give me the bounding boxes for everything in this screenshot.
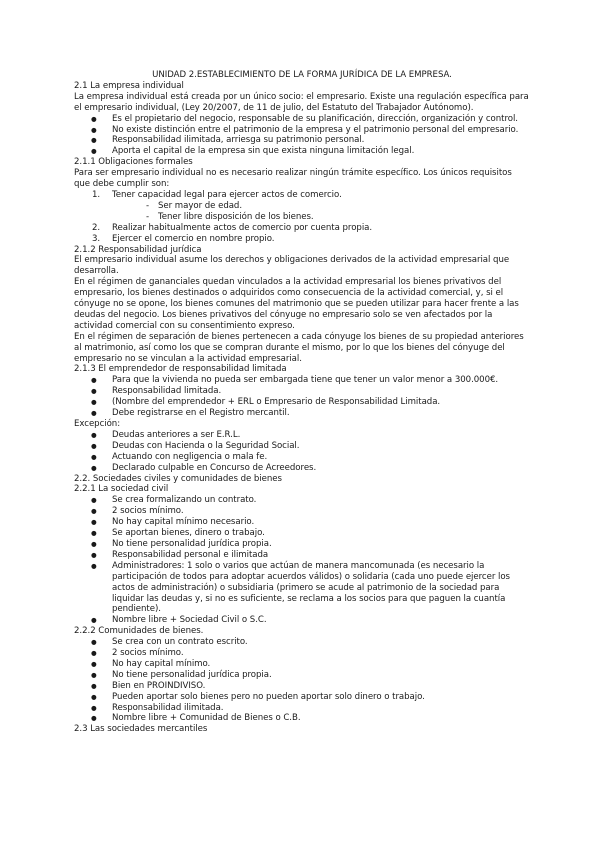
list-item: ● Para que la vivienda no pueda ser embargada tiene que tener un valor menor a 300.000€. xyxy=(74,375,530,386)
section-heading-2-1-1: 2.1.1 Obligaciones formales xyxy=(74,157,193,168)
bullet-list xyxy=(74,637,530,724)
list-item: ● Nombre libre + Sociedad Civil o S.C. xyxy=(74,615,530,626)
sub-list-item: - Tener libre disposición de los bienes. xyxy=(74,212,530,223)
list-item: ● No tiene personalidad jurídica propia. xyxy=(74,670,530,681)
list-item: ● 2 socios mínimo. xyxy=(74,506,530,517)
paragraph: Para ser empresario individual no es necesario realizar ningún trámite específico. Los únicos requisitos que debe cumplir son: xyxy=(74,168,512,190)
list-number: 2. xyxy=(92,222,101,233)
bullet-list xyxy=(74,430,530,474)
list-item: ● Administradores: 1 solo o varios que actúan de manera mancomunada (es necesario la participación de todos para adoptar acuerdos válidos) o solidaria (cada uno puede ejercer los actos de administración) o subsidiaria (primero se acude al patrimonio de la sociedad para liquidar las deudas y, si no es suficiente, se reclama a los socios para que paguen la cuantía pendiente). xyxy=(74,561,530,616)
paragraph: En el régimen de separación de bienes pertenecen a cada cónyuge los bienes de su propiedad anteriores al matrimonio, así como los que se compran durante el mismo, por lo que los bienes del cónyuge del empresario no se vinculan a la actividad empresarial. xyxy=(74,331,524,364)
list-item: ● Responsabilidad limitada. xyxy=(74,386,530,397)
bullet-list xyxy=(74,114,530,158)
section-heading-2-2: 2.2. Sociedades civiles y comunidades de bienes xyxy=(74,473,282,484)
paragraph: El empresario individual asume los derechos y obligaciones derivados de la actividad empresarial que desarrolla. xyxy=(74,255,510,277)
list-number: 3. xyxy=(92,233,101,244)
list-item: ● Bien en PROINDIVISO. xyxy=(74,681,530,692)
list-item: ● Deudas con Hacienda o la Seguridad Social. xyxy=(74,441,530,452)
document-title: UNIDAD 2.ESTABLECIMIENTO DE LA FORMA JURÍDICA DE LA EMPRESA. xyxy=(152,70,452,80)
list-item: ● 2 socios mínimo. xyxy=(74,648,530,659)
list-item-text: Tener capacidad legal para ejercer actos de comercio. xyxy=(112,189,342,200)
list-item: ● Se crea formalizando un contrato. xyxy=(74,495,530,506)
section-heading-2-1-3: 2.1.3 El emprendedor de responsabilidad limitada xyxy=(74,364,287,375)
section-heading-2-1: 2.1 La empresa individual xyxy=(74,80,184,91)
section-heading-2-2-1: 2.2.1 La sociedad civil xyxy=(74,484,169,495)
list-item xyxy=(74,190,530,201)
paragraph: En el régimen de gananciales quedan vinculados a la actividad empresarial los bienes privativos del empresario, los bienes destinados o adquiridos como consecuencia de la actividad comercial, y, si el cónyuge no se opone, los bienes comunes del matrimonio que se pueden utilizar para hacer frente a las deudas del negocio. Los bienes privativos del cónyuge no empresario solo se ven afectados por la actividad comercial con su consentimiento expreso. xyxy=(74,277,519,331)
list-item: ● (Nombre del emprendedor + ERL o Empresario de Responsabilidad Limitada. xyxy=(74,397,530,408)
bullet-list xyxy=(74,495,530,626)
exception-label: Excepción: xyxy=(74,419,121,429)
list-item: ● No tiene personalidad jurídica propia. xyxy=(74,539,530,550)
section-heading-2-1-2: 2.1.2 Responsabilidad jurídica xyxy=(74,244,202,255)
list-item-text: Ejercer el comercio en nombre propio. xyxy=(112,233,275,244)
list-item: ● Deudas anteriores a ser E.R.L. xyxy=(74,430,530,441)
list-item: ● No hay capital mínimo necesario. xyxy=(74,517,530,528)
section-heading-2-2-2: 2.2.2 Comunidades de bienes. xyxy=(74,626,204,637)
list-item: ● Debe registrarse en el Registro mercantil. xyxy=(74,408,530,419)
sub-list-item: - Ser mayor de edad. xyxy=(74,201,530,212)
list-item: ● Se aportan bienes, dinero o trabajo. xyxy=(74,528,530,539)
list-item: ● Es el propietario del negocio, responsable de su planificación, dirección, organización y control. xyxy=(74,114,530,125)
list-item xyxy=(74,234,530,245)
list-item: ● Pueden aportar solo bienes pero no pueden aportar solo dinero o trabajo. xyxy=(74,692,530,703)
list-item: ● Se crea con un contrato escrito. xyxy=(74,637,530,648)
list-item-text: Realizar habitualmente actos de comercio por cuenta propia. xyxy=(112,222,373,233)
list-item: ● Responsabilidad ilimitada. xyxy=(74,703,530,714)
section-heading-2-3: 2.3 Las sociedades mercantiles xyxy=(74,724,208,735)
list-item: ● Declarado culpable en Concurso de Acreedores. xyxy=(74,463,530,474)
list-item: ● No hay capital mínimo. xyxy=(74,659,530,670)
list-item: ● No existe distinción entre el patrimonio de la empresa y el patrimonio personal del empresario. xyxy=(74,125,530,136)
paragraph: La empresa individual está creada por un único socio: el empresario. Existe una regulación específica para el empresario individual, (Ley 20/2007, de 11 de julio, del Estatuto del Trabajador Autónomo). xyxy=(74,91,529,113)
list-item: ● Actuando con negligencia o mala fe. xyxy=(74,452,530,463)
list-item xyxy=(74,223,530,234)
bullet-list xyxy=(74,375,530,419)
list-number: 1. xyxy=(92,189,101,200)
numbered-list xyxy=(74,190,530,245)
list-item: ● Nombre libre + Comunidad de Bienes o C.B. xyxy=(74,713,530,724)
list-item: ● Responsabilidad personal e ilimitada xyxy=(74,550,530,561)
list-item: ● Aporta el capital de la empresa sin que exista ninguna limitación legal. xyxy=(74,146,530,157)
list-item: ● Responsabilidad ilimitada, arriesga su patrimonio personal. xyxy=(74,135,530,146)
